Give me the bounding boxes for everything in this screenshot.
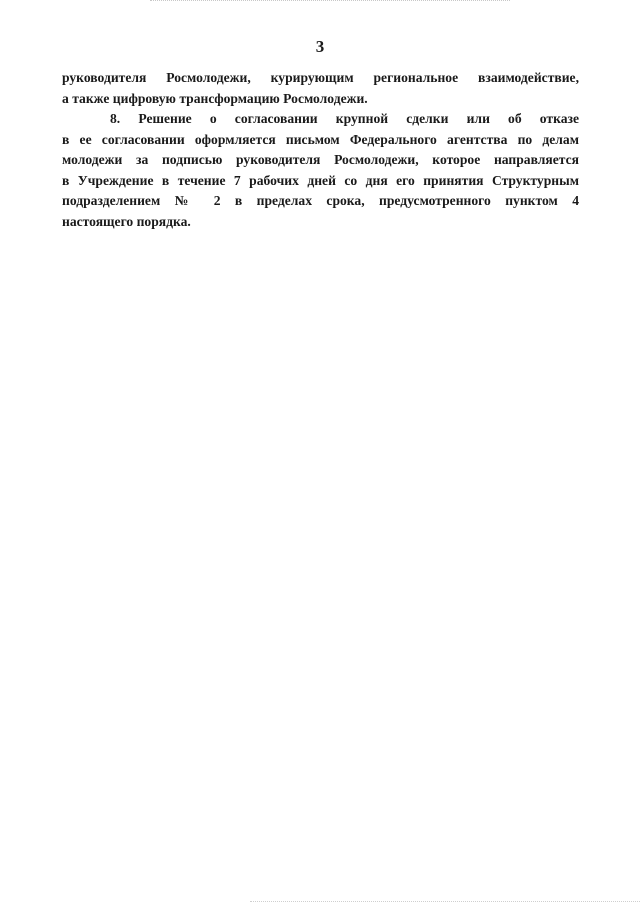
paragraph-2-line-3: молодежи за подписью руководителя Росмолодежи, которое направляется — [62, 152, 579, 167]
paragraph-1-line-2: а также цифровую трансформацию Росмолодежи. — [62, 90, 368, 106]
paragraph-2-line-6: настоящего порядка. — [62, 213, 191, 229]
document-body — [62, 68, 579, 232]
scan-edge-bottom — [250, 901, 640, 903]
paragraph-2-line-2: в ее согласовании оформляется письмом Федерального агентства по делам — [62, 131, 579, 147]
paragraph-2-line-4: в Учреждение в течение 7 рабочих дней со дня его принятия Структурным — [62, 172, 579, 188]
paragraph-1-line-1: руководителя Росмолодежи, курирующим региональное взаимодействие, — [62, 70, 579, 85]
scan-edge-top — [150, 0, 510, 2]
paragraph-2-line-1: 8. Решение о согласовании крупной сделки или об отказе — [110, 111, 579, 126]
paragraph-2-line-5: подразделением № 2 в пределах срока, предусмотренного пунктом 4 — [62, 193, 579, 208]
page-number: 3 — [315, 37, 325, 56]
